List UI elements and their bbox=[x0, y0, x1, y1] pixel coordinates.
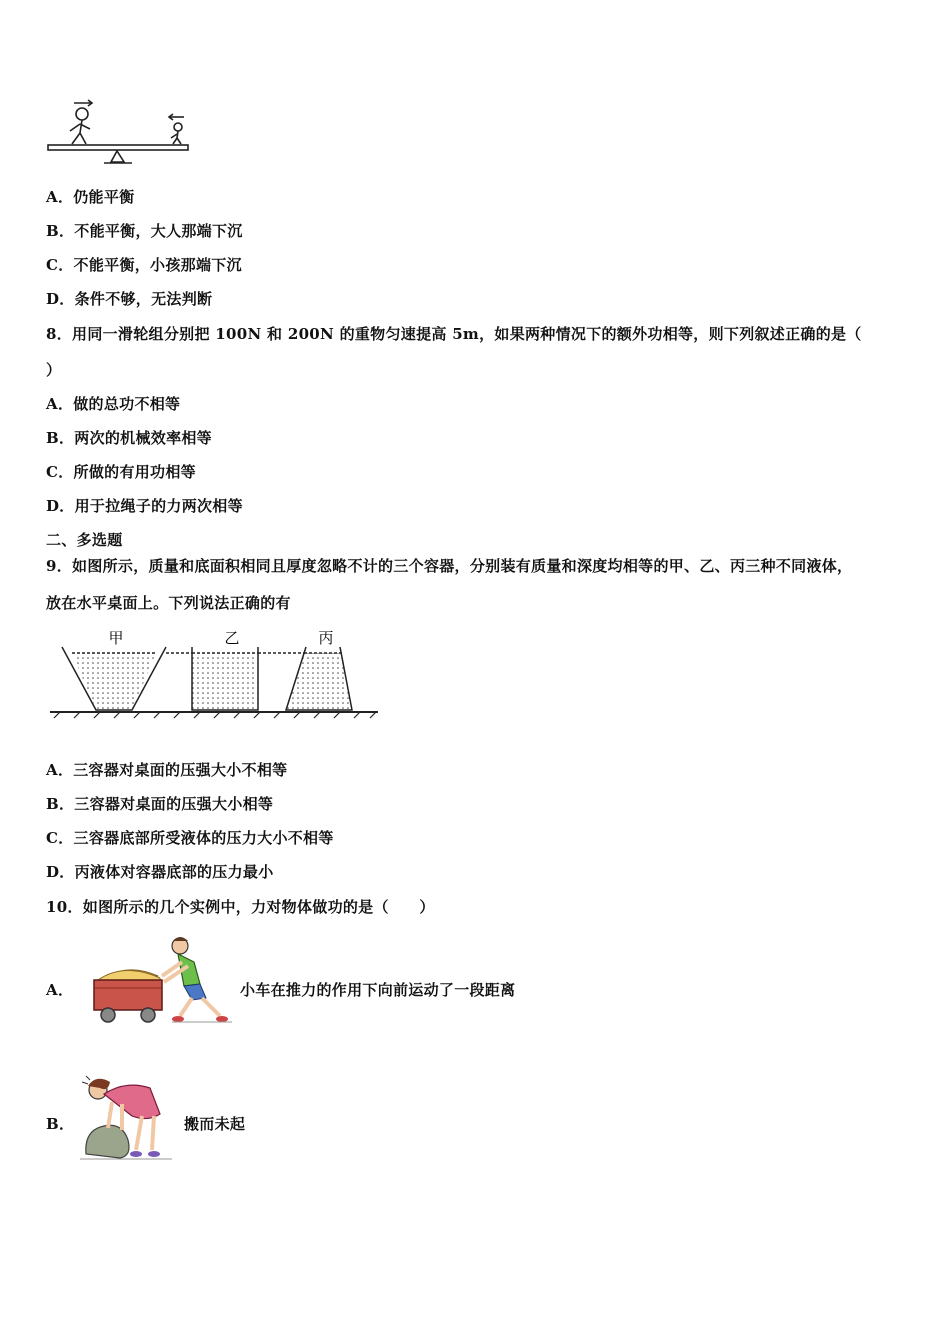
option-8c[interactable] bbox=[46, 461, 196, 482]
label-jia: 甲 bbox=[108, 629, 124, 647]
option-text: 两次的机械效率相等 bbox=[74, 429, 212, 447]
option-text: 三容器底部所受液体的压力大小不相等 bbox=[73, 829, 334, 847]
option-9d[interactable] bbox=[46, 861, 274, 882]
option-7c[interactable] bbox=[46, 254, 242, 275]
option-text: 三容器对桌面的压强大小相等 bbox=[74, 795, 274, 813]
label-yi: 乙 bbox=[224, 629, 240, 647]
lifting-rock-figure bbox=[78, 1070, 176, 1162]
option-letter: C． bbox=[46, 256, 74, 274]
option-8a[interactable] bbox=[46, 393, 180, 414]
option-letter: A． bbox=[46, 395, 74, 413]
option-9b[interactable] bbox=[46, 793, 273, 814]
option-10a-text[interactable]: 小车在推力的作用下向前运动了一段距离 bbox=[240, 981, 516, 999]
option-letter: D． bbox=[46, 863, 75, 881]
pushing-cart-figure bbox=[88, 932, 234, 1026]
question-8-stem: 8．用同一滑轮组分别把 100N 和 200N 的重物匀速提高 5m，如果两种情况下的额外功相等，则下列叙述正确的是（ bbox=[46, 325, 862, 343]
option-text: 用于拉绳子的力两次相等 bbox=[74, 497, 243, 515]
containers-figure bbox=[46, 626, 382, 722]
option-letter: B． bbox=[46, 795, 75, 813]
seesaw-figure bbox=[44, 98, 194, 170]
option-letter: A． bbox=[46, 188, 74, 206]
option-text: 做的总功不相等 bbox=[73, 395, 181, 413]
option-text: 丙液体对容器底部的压力最小 bbox=[74, 863, 274, 881]
option-letter: D． bbox=[46, 290, 75, 308]
option-10a-letter[interactable]: A． bbox=[46, 981, 74, 999]
option-7d[interactable] bbox=[46, 288, 212, 309]
question-9-stem-cont: 放在水平桌面上。下列说法正确的有 bbox=[46, 594, 291, 612]
option-9c[interactable] bbox=[46, 827, 334, 848]
option-letter: C． bbox=[46, 829, 74, 847]
option-10b-text[interactable]: 搬而未起 bbox=[184, 1115, 246, 1133]
option-7b[interactable] bbox=[46, 220, 243, 241]
option-8b[interactable] bbox=[46, 427, 212, 448]
option-text: 不能平衡，小孩那端下沉 bbox=[73, 256, 242, 274]
option-letter: D． bbox=[46, 497, 75, 515]
option-10b-letter[interactable]: B． bbox=[46, 1115, 75, 1133]
option-letter: A． bbox=[46, 761, 74, 779]
section-title: 二、多选题 bbox=[46, 531, 123, 549]
option-letter: B． bbox=[46, 222, 75, 240]
option-text: 仍能平衡 bbox=[73, 188, 135, 206]
option-letter: C． bbox=[46, 463, 74, 481]
label-bing: 丙 bbox=[318, 629, 334, 647]
option-text: 条件不够，无法判断 bbox=[74, 290, 213, 308]
option-7a[interactable] bbox=[46, 186, 134, 207]
question-10-stem: 10．如图所示的几个实例中，力对物体做功的是（ ） bbox=[46, 898, 435, 916]
question-9-stem: 9．如图所示，质量和底面积相同且厚度忽略不计的三个容器，分别装有质量和深度均相等的甲、乙、丙三种不同液体， bbox=[46, 557, 853, 575]
option-9a[interactable] bbox=[46, 759, 287, 780]
option-text: 三容器对桌面的压强大小不相等 bbox=[73, 761, 288, 779]
option-text: 所做的有用功相等 bbox=[73, 463, 196, 481]
question-8-stem-end: ） bbox=[46, 361, 62, 379]
option-text: 不能平衡，大人那端下沉 bbox=[74, 222, 243, 240]
option-8d[interactable] bbox=[46, 495, 243, 516]
option-letter: B． bbox=[46, 429, 75, 447]
